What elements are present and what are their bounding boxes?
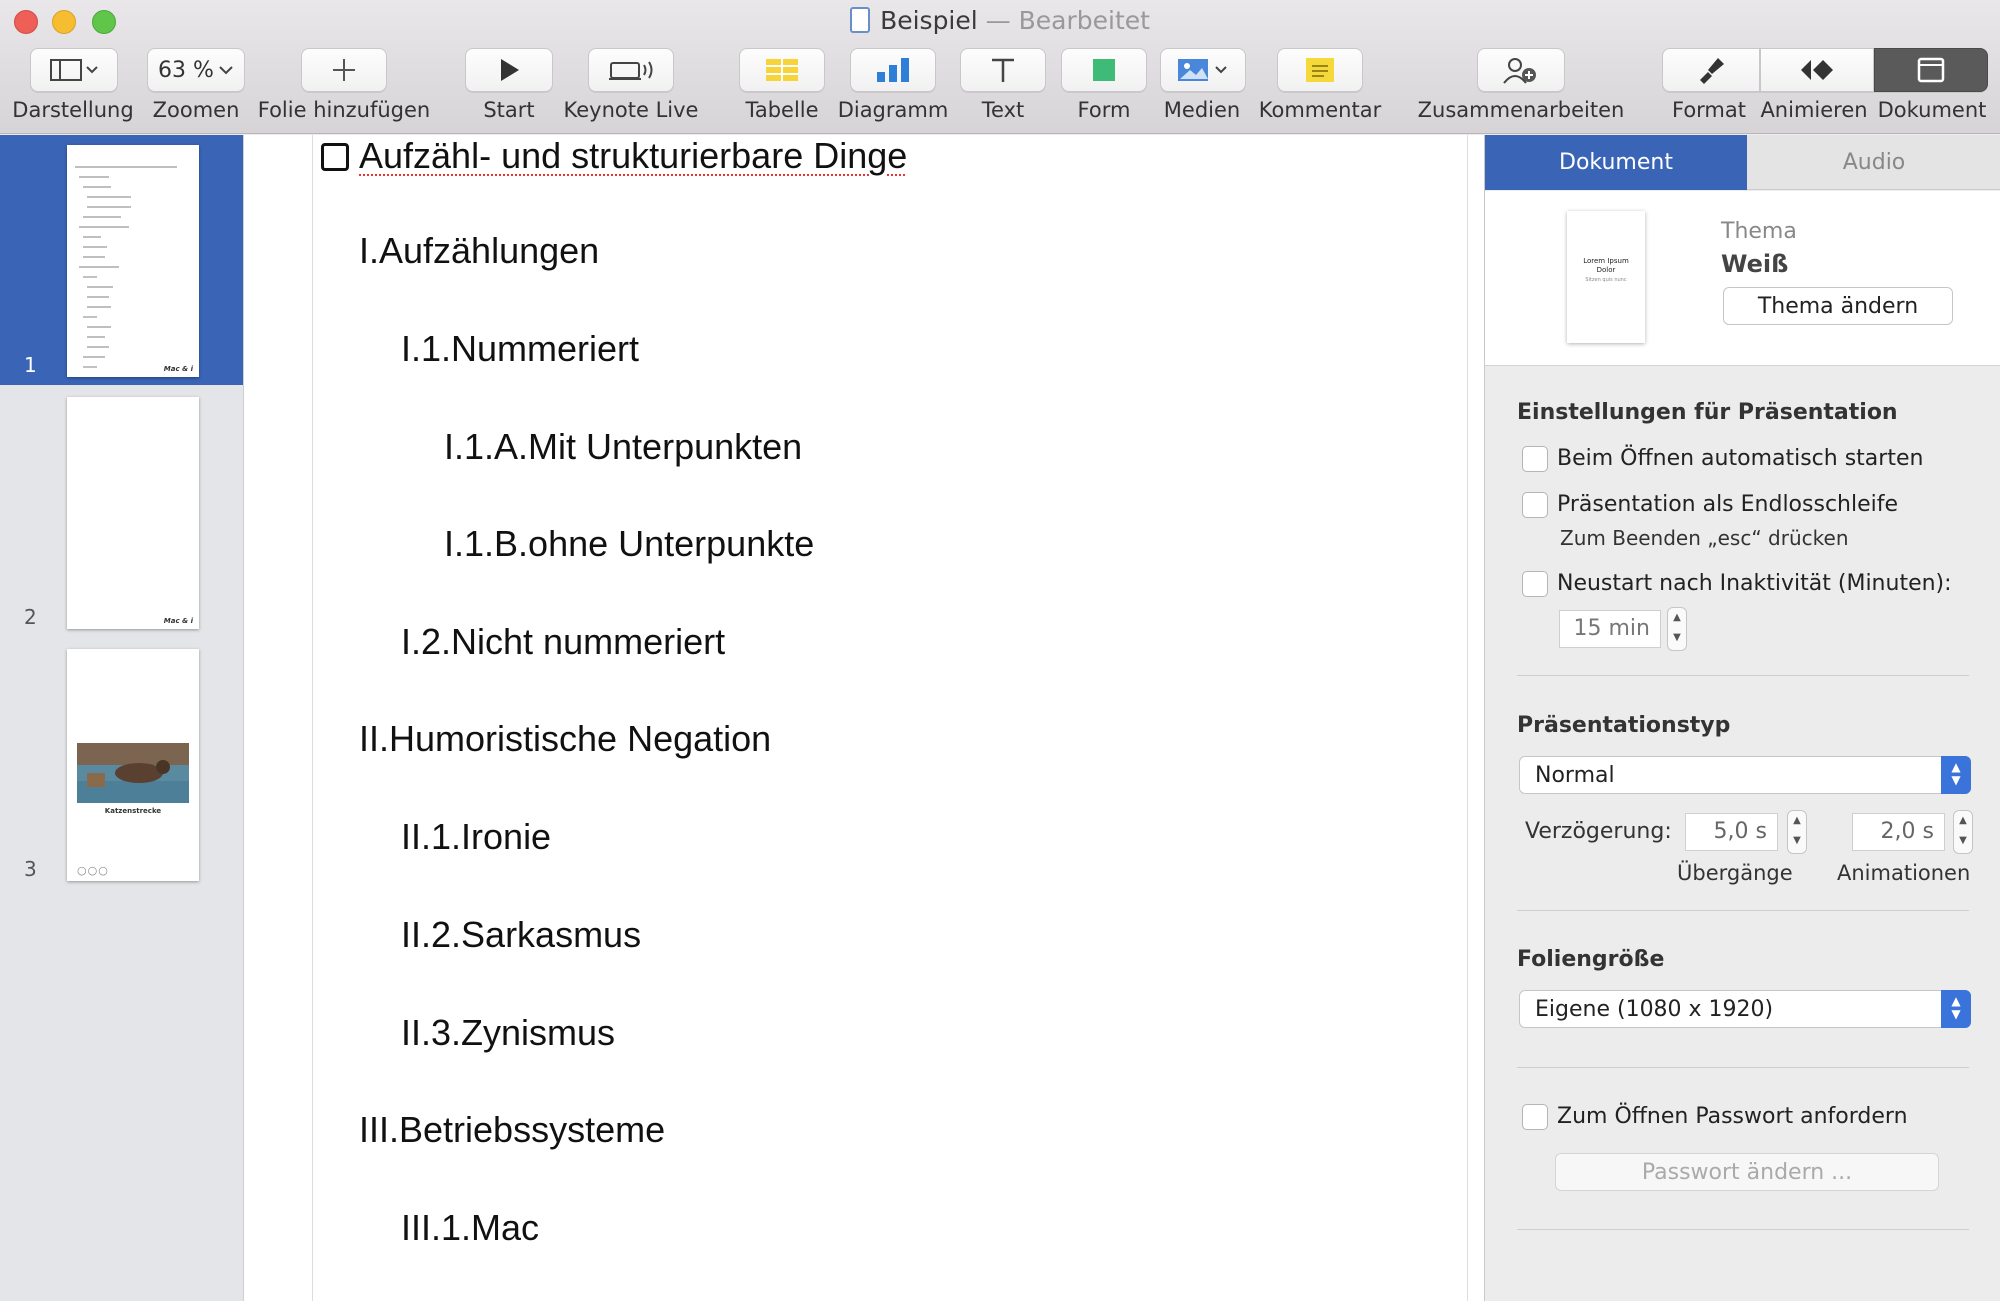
animate-button[interactable] (1760, 48, 1874, 92)
restart-checkbox[interactable] (1522, 571, 1548, 597)
window-toolbar (0, 0, 2000, 134)
media-icon (1176, 56, 1230, 84)
tab-dokument[interactable]: Dokument (1485, 135, 1747, 190)
slide-preview (67, 397, 199, 629)
comment-label: Kommentar (1258, 98, 1382, 122)
collaborate-icon (1501, 55, 1541, 85)
outline-item[interactable]: I.1.Nummeriert (401, 328, 640, 369)
play-button[interactable] (465, 48, 553, 92)
table-button[interactable] (739, 48, 825, 92)
slide[interactable] (312, 135, 1468, 1301)
zoom-label: Zoomen (152, 98, 240, 122)
slide-number: 1 (24, 353, 37, 377)
slide-navigator (0, 135, 244, 1301)
separator (1517, 675, 1969, 676)
keynote-document-icon (850, 7, 870, 33)
presentation-type-select[interactable] (1519, 756, 1971, 794)
slide-number: 3 (24, 857, 37, 881)
media-button[interactable] (1160, 48, 1246, 92)
change-theme-button[interactable]: Thema ändern (1723, 287, 1953, 325)
loop-label: Präsentation als Endlosschleife (1557, 492, 1899, 517)
transitions-delay-field[interactable]: 5,0 s (1685, 813, 1778, 851)
outline-item[interactable]: II.Humoristische Negation (359, 718, 772, 759)
document-button[interactable] (1874, 48, 1988, 92)
add-slide-label: Folie hinzufügen (257, 98, 431, 122)
shape-label: Form (1077, 98, 1131, 122)
theme-section (1485, 191, 2000, 366)
theme-label: Thema (1721, 219, 1797, 244)
slide-caption: Katzenstrecke (104, 807, 162, 815)
zoom-value: 63 % (158, 57, 214, 83)
tab-audio[interactable]: Audio (1747, 135, 2000, 190)
transitions-stepper[interactable]: ▲ ▼ (1787, 810, 1807, 854)
updown-chevron-icon: ▲ ▼ (1941, 990, 1971, 1028)
format-button[interactable] (1662, 48, 1760, 92)
comment-icon (1304, 56, 1336, 84)
outline-title[interactable]: Aufzähl- und strukturierbare Dinge (359, 135, 908, 176)
password-label: Zum Öffnen Passwort anfordern (1557, 1104, 1908, 1129)
format-label: Format (1671, 98, 1747, 122)
outline-item[interactable]: I.2.Nicht nummeriert (401, 621, 726, 662)
cat-photo (77, 743, 189, 803)
document-name: Beispiel (880, 6, 978, 35)
table-label: Tabelle (745, 98, 819, 122)
loop-hint: Zum Beenden „esc“ drücken (1560, 526, 1849, 550)
separator (1517, 1229, 1969, 1230)
animations-stepper[interactable]: ▲ ▼ (1953, 810, 1973, 854)
outline-item[interactable]: I.1.A.Mit Unterpunkten (444, 426, 803, 467)
theme-name: Weiß (1721, 250, 1789, 278)
outline-item[interactable]: I.1.B.ohne Unterpunkte (444, 523, 815, 564)
outline-item[interactable]: III.Betriebssysteme (359, 1109, 666, 1150)
autostart-checkbox[interactable] (1522, 446, 1548, 472)
text-label: Text (981, 98, 1025, 122)
outline-item[interactable]: II.3.Zynismus (401, 1012, 616, 1053)
outline-item[interactable]: II.1.Ironie (401, 816, 552, 857)
change-password-button: Passwort ändern ... (1555, 1153, 1939, 1191)
transitions-label: Übergänge (1677, 861, 1793, 885)
theme-thumb-title: Lorem Ipsum Dolor (1583, 257, 1629, 274)
media-label: Medien (1163, 98, 1241, 122)
animate-icon (1799, 56, 1835, 84)
theme-thumb-subtitle: Sitzen quis nunc (1585, 277, 1627, 283)
outline-preview (67, 145, 199, 377)
slide-size-value: Eigene (1080 x 1920) (1535, 996, 1774, 1022)
slide-footer: Mac & i (163, 365, 193, 373)
slide-size-select[interactable] (1519, 990, 1971, 1028)
keynote-live-button[interactable] (588, 48, 674, 92)
table-icon (764, 57, 800, 83)
restart-stepper[interactable]: ▲ ▼ (1667, 607, 1687, 651)
collaborate-button[interactable] (1477, 48, 1565, 92)
window-title (0, 6, 2000, 35)
slide-thumbnail-2[interactable] (0, 387, 243, 637)
view-label: Darstellung (12, 98, 134, 122)
animate-label: Animieren (1760, 98, 1868, 122)
slide-thumbnail-3[interactable] (0, 639, 243, 889)
slide-thumbnail-1[interactable] (0, 135, 243, 385)
presentation-settings-heading: Einstellungen für Präsentation (1517, 400, 1898, 425)
document-inspector (1484, 135, 2000, 1301)
document-status: — Bearbeitet (985, 6, 1150, 35)
slide-number: 2 (24, 605, 37, 629)
slide-footer: Mac & i (163, 617, 193, 625)
separator (1517, 910, 1969, 911)
slide-size-heading: Foliengröße (1517, 947, 1665, 972)
play-icon (497, 57, 521, 83)
slide-preview (67, 145, 199, 377)
presentation-type-heading: Präsentationstyp (1517, 713, 1731, 738)
document-label: Dokument (1877, 98, 1987, 122)
delay-label: Verzögerung: (1525, 819, 1672, 844)
view-sidebar-icon (49, 57, 99, 83)
animations-label: Animationen (1837, 861, 1971, 885)
loop-checkbox[interactable] (1522, 492, 1548, 518)
chart-button[interactable] (850, 48, 936, 92)
plus-icon (330, 56, 358, 84)
checkbox-icon (321, 143, 349, 171)
keynote-live-icon (607, 57, 655, 83)
restart-label: Neustart nach Inaktivität (Minuten): (1557, 571, 1952, 596)
theme-thumbnail[interactable] (1567, 211, 1645, 343)
password-checkbox[interactable] (1522, 1104, 1548, 1130)
view-button[interactable] (30, 48, 118, 92)
add-slide-button[interactable] (301, 48, 387, 92)
separator (1517, 1067, 1969, 1068)
slide-canvas (244, 135, 1484, 1301)
chevron-down-icon (218, 64, 234, 76)
slide-build-dots: ○○○ (77, 864, 109, 877)
outline-item[interactable]: II.2.Sarkasmus (401, 914, 642, 955)
slide-preview (67, 649, 199, 881)
chart-icon (875, 56, 911, 84)
zoom-select[interactable] (147, 48, 245, 92)
shape-button[interactable] (1061, 48, 1147, 92)
presentation-type-value: Normal (1535, 762, 1615, 788)
outline-item[interactable]: III.1.Mac (401, 1207, 540, 1248)
keynote-live-label: Keynote Live (563, 98, 699, 122)
restart-minutes-field[interactable]: 15 min (1559, 610, 1661, 648)
animations-delay-field[interactable]: 2,0 s (1852, 813, 1945, 851)
play-label: Start (483, 98, 535, 122)
updown-chevron-icon: ▲ ▼ (1941, 756, 1971, 794)
text-icon (989, 56, 1017, 84)
autostart-label: Beim Öffnen automatisch starten (1557, 446, 1924, 471)
outline-item[interactable]: I.Aufzählungen (359, 230, 600, 271)
comment-button[interactable] (1277, 48, 1363, 92)
collaborate-label: Zusammenarbeiten (1417, 98, 1625, 122)
text-button[interactable] (960, 48, 1046, 92)
shape-icon (1090, 56, 1118, 84)
chart-label: Diagramm (837, 98, 949, 122)
paintbrush-icon (1696, 56, 1726, 84)
document-icon (1917, 57, 1945, 83)
